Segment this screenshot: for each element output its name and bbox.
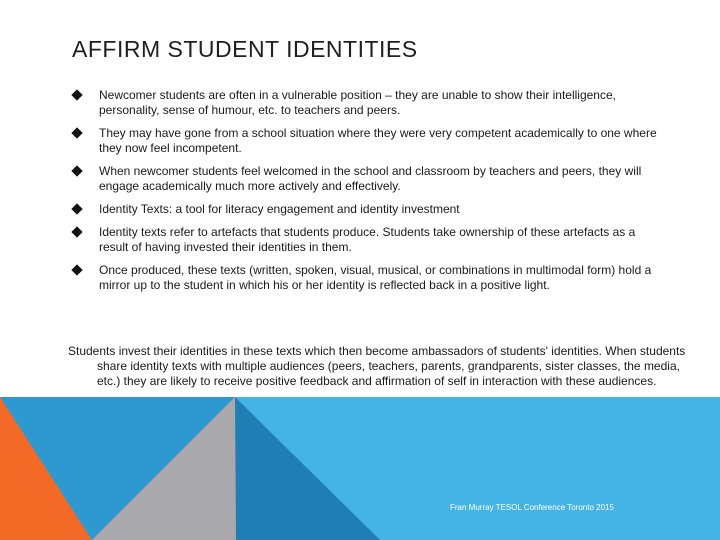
bullet-text: Identity Texts: a tool for literacy engagement and identity investment [99, 202, 460, 216]
bullet-item [72, 164, 662, 194]
bullet-text: Identity texts refer to artefacts that students produce. Students take ownership of these artefacts as a result of having invested their identities in them. [99, 225, 636, 254]
diamond-bullet-icon [71, 226, 82, 237]
bullet-item [72, 126, 662, 156]
bullet-text: Once produced, these texts (written, spoken, visual, musical, or combinations in multimodal form) hold a mirror up to the student in which his or her identity is reflected back in a positive light. [99, 263, 652, 292]
bullet-list [72, 88, 662, 301]
bullet-text: Newcomer students are often in a vulnerable position – they are unable to show their intelligence, personality, sense of humour, etc. to teachers and peers. [99, 88, 616, 117]
diamond-bullet-icon [71, 165, 82, 176]
body-paragraph: Students invest their identities in these texts which then become ambassadors of students' identities. When students share identity texts with multiple audiences (peers, teachers, parents, grandparents, sister classes, the media, etc.) they are likely to receive positive feedback and affirmation of self in interaction with these audiences. [68, 344, 686, 388]
slide-title: AFFIRM STUDENT IDENTITIES [72, 36, 418, 62]
diamond-bullet-icon [71, 264, 82, 275]
bullet-text: They may have gone from a school situation where they were very competent academically to one where they now feel incompetent. [99, 126, 657, 155]
bullet-item [72, 263, 662, 293]
diamond-bullet-icon [71, 89, 82, 100]
footer-text: Fran Murray TESOL Conference Toronto 2015 [450, 503, 614, 512]
bullet-item [72, 225, 662, 255]
diamond-bullet-icon [71, 127, 82, 138]
bullet-item [72, 88, 662, 118]
bullet-text: When newcomer students feel welcomed in the school and classroom by teachers and peers, they will engage academically much more actively and effectively. [99, 164, 642, 193]
bullet-item [72, 202, 662, 217]
diamond-bullet-icon [71, 203, 82, 214]
